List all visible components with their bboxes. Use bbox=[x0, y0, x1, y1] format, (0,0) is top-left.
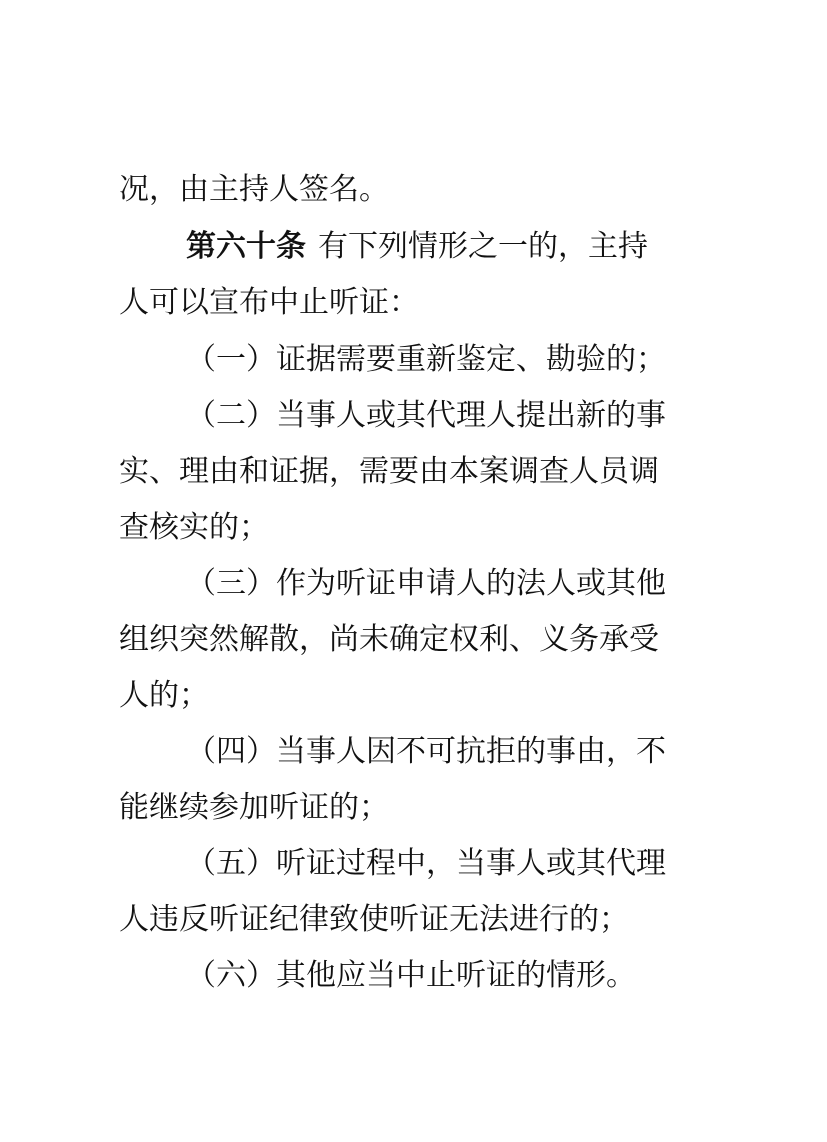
text-line: 查核实的； bbox=[119, 510, 269, 545]
text-line: 况，由主持人签名。 bbox=[119, 172, 389, 207]
clause-item: （六）其他应当中止听证的情形。 bbox=[186, 958, 636, 993]
text-line: 组织突然解散，尚未确定权利、义务承受 bbox=[119, 622, 659, 657]
clause-item: （一）证据需要重新鉴定、勘验的； bbox=[186, 342, 666, 377]
text-line: 实、理由和证据，需要由本案调查人员调 bbox=[119, 454, 659, 489]
text-line: 人的； bbox=[119, 678, 209, 713]
text-line: 能继续参加听证的； bbox=[119, 790, 389, 825]
clause-item: （三）作为听证申请人的法人或其他 bbox=[186, 566, 666, 601]
text-line: 有下列情形之一的，主持 bbox=[318, 229, 648, 264]
clause-item: （四）当事人因不可抗拒的事由，不 bbox=[186, 734, 666, 769]
text-line: 人违反听证纪律致使听证无法进行的； bbox=[119, 902, 629, 937]
article-paragraph-start bbox=[186, 228, 648, 266]
text-line: 人可以宣布中止听证： bbox=[119, 285, 419, 320]
clause-item: （五）听证过程中，当事人或其代理 bbox=[186, 846, 666, 881]
clause-item: （二）当事人或其代理人提出新的事 bbox=[186, 398, 666, 433]
article-heading: 第六十条 bbox=[186, 229, 306, 264]
